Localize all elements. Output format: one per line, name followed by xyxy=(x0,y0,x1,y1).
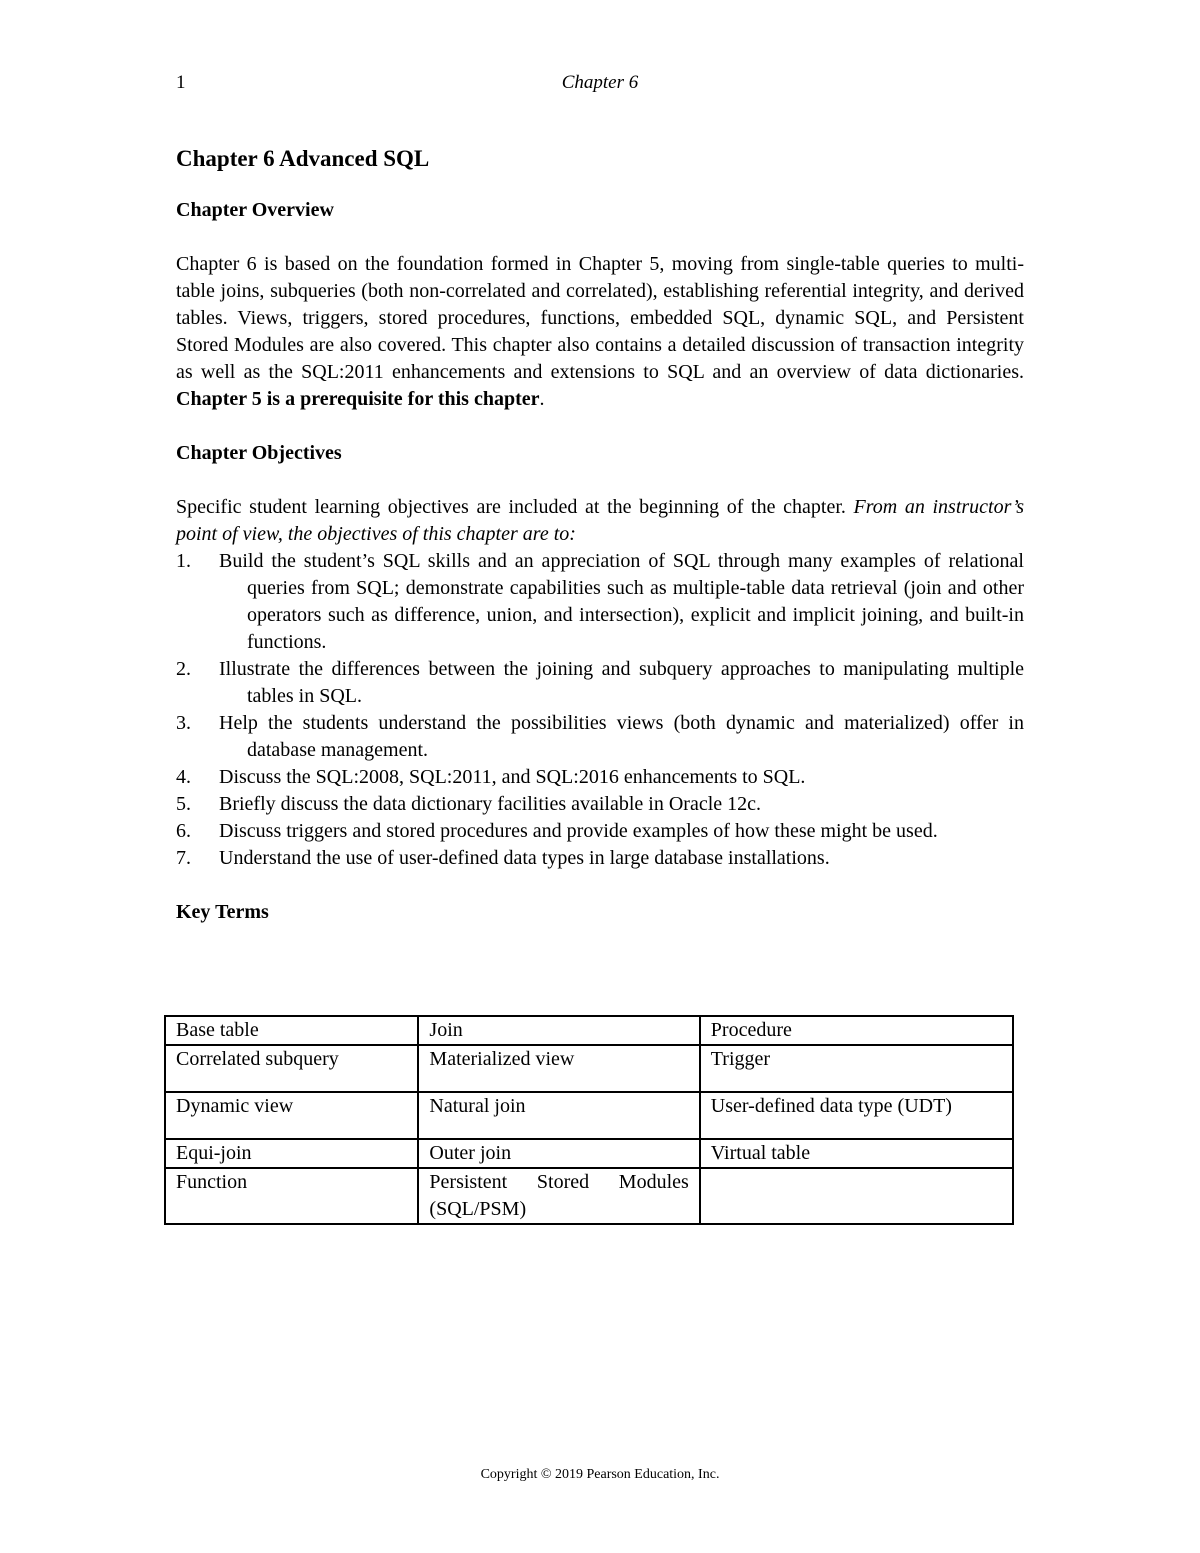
key-terms-heading: Key Terms xyxy=(176,901,269,923)
objectives-intro-text: Specific student learning objectives are included at the beginning of the chapter. xyxy=(176,496,846,518)
prerequisite-end: . xyxy=(539,388,545,410)
table-row xyxy=(165,1092,1013,1139)
table-cell: Function xyxy=(165,1168,418,1224)
page-number: 1 xyxy=(176,72,186,93)
table-cell: Procedure xyxy=(700,1016,1013,1045)
objective-text: Discuss the SQL:2008, SQL:2011, and SQL:2016 enhancements to SQL. xyxy=(219,766,806,788)
objective-text: Help the students understand the possibilities views (both dynamic and materialized) offer in database management. xyxy=(219,712,1024,761)
table-cell: Join xyxy=(418,1016,699,1045)
objectives-heading: Chapter Objectives xyxy=(176,442,342,464)
overview-text: Chapter 6 is based on the foundation formed in Chapter 5, moving from single-table queries to multi-table joins, subqueries (both non-correlated and correlated), establishing referential integrity, and derived tables. Views, triggers, stored procedures, functions, embedded SQL, dynamic SQL, and Persistent Stored Modules are also covered. This chapter also contains a detailed discussion of transaction integrity as well as the SQL:2011 enhancements and extensions to SQL and an overview of data dictionaries. xyxy=(176,253,1024,383)
objective-number: 4. xyxy=(176,766,191,788)
objective-text: Illustrate the differences between the joining and subquery approaches to manipulating multiple tables in SQL. xyxy=(219,658,1024,707)
document-body xyxy=(176,143,1024,926)
objective-text: Discuss triggers and stored procedures and provide examples of how these might be used. xyxy=(219,820,938,842)
objective-item xyxy=(176,548,1024,656)
objective-number: 1. xyxy=(176,550,191,572)
objective-item xyxy=(176,791,1024,818)
objective-number: 5. xyxy=(176,793,191,815)
objective-text: Briefly discuss the data dictionary facilities available in Oracle 12c. xyxy=(219,793,762,815)
table-cell: Trigger xyxy=(700,1045,1013,1092)
table-cell: User-defined data type (UDT) xyxy=(700,1092,1013,1139)
overview-heading: Chapter Overview xyxy=(176,199,334,221)
objective-number: 2. xyxy=(176,658,191,680)
objective-number: 3. xyxy=(176,712,191,734)
overview-paragraph xyxy=(176,251,1024,413)
table-row xyxy=(165,1016,1013,1045)
objective-item xyxy=(176,710,1024,764)
table-cell: Materialized view xyxy=(418,1045,699,1092)
objectives-intro xyxy=(176,494,1024,548)
objective-number: 6. xyxy=(176,820,191,842)
objectives-list xyxy=(176,548,1024,872)
table-cell: Equi-join xyxy=(165,1139,418,1168)
objective-item xyxy=(176,818,1024,845)
chapter-title: Chapter 6 Advanced SQL xyxy=(176,146,430,171)
table-cell: Virtual table xyxy=(700,1139,1013,1168)
objective-item xyxy=(176,764,1024,791)
table-cell: Outer join xyxy=(418,1139,699,1168)
table-row xyxy=(165,1168,1013,1224)
objective-item xyxy=(176,845,1024,872)
table-row xyxy=(165,1139,1013,1168)
table-cell: Correlated subquery xyxy=(165,1045,418,1092)
table-cell: Persistent Stored Modules (SQL/PSM) xyxy=(418,1168,699,1224)
running-header: Chapter 6 xyxy=(561,72,639,93)
objective-item xyxy=(176,656,1024,710)
objective-text: Build the student’s SQL skills and an appreciation of SQL through many examples of relational queries from SQL; demonstrate capabilities such as multiple-table data retrieval (join and other operators such as difference, union, and intersection), explicit and implicit joining, and built-in functions. xyxy=(219,550,1024,653)
key-terms-table xyxy=(164,1015,1014,1225)
table-cell: Natural join xyxy=(418,1092,699,1139)
prerequisite-note: Chapter 5 is a prerequisite for this chapter xyxy=(176,388,540,410)
objective-text: Understand the use of user-defined data types in large database installations. xyxy=(219,847,830,869)
table-cell xyxy=(700,1168,1013,1224)
table-cell: Dynamic view xyxy=(165,1092,418,1139)
copyright-footer: Copyright © 2019 Pearson Education, Inc. xyxy=(480,1467,720,1482)
objective-number: 7. xyxy=(176,847,191,869)
objectives-intro-italic: From an instructor’s point of view, the objectives of this chapter are to: xyxy=(176,496,1024,545)
table-row xyxy=(165,1045,1013,1092)
table-cell: Base table xyxy=(165,1016,418,1045)
